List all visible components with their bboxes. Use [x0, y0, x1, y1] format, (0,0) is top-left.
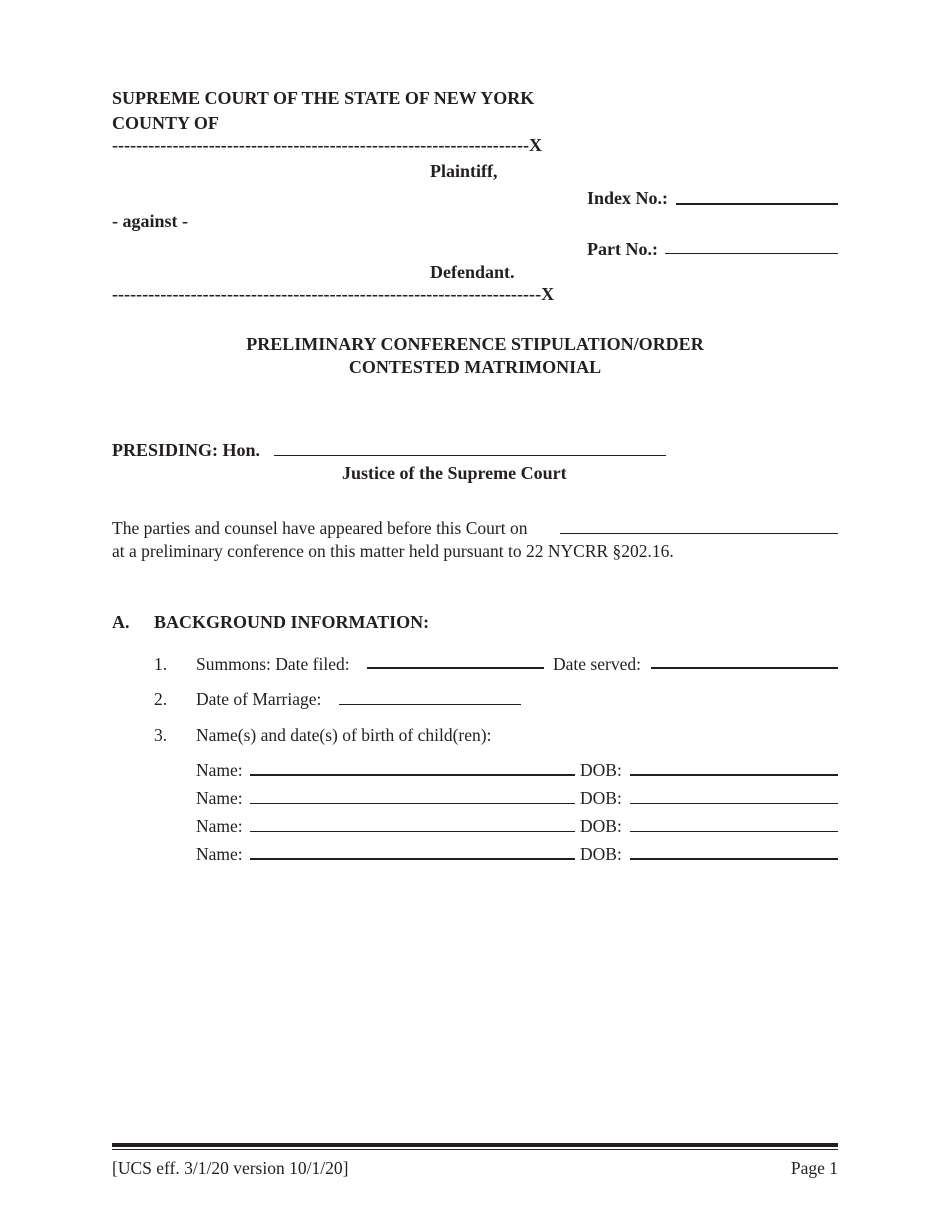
part-no-field[interactable]: [665, 232, 838, 254]
document-subtitle: CONTESTED MATRIMONIAL: [348, 357, 602, 377]
children-label: Name(s) and date(s) of birth of child(ren):: [196, 725, 492, 745]
justice-title: Justice of the Supreme Court: [342, 463, 567, 483]
child-name-label: Name:: [196, 816, 243, 836]
item-number: 2.: [154, 689, 168, 709]
conference-text: at a preliminary conference on this matter held pursuant to 22 NYCRR §202.16.: [112, 541, 674, 561]
footer-rule-thick: [112, 1143, 838, 1147]
presiding-justice-field[interactable]: [274, 434, 666, 456]
appearance-date-field[interactable]: [560, 512, 838, 534]
child-name-field[interactable]: [250, 782, 575, 804]
item-number: 1.: [154, 654, 168, 674]
child-dob-label: DOB:: [580, 760, 622, 780]
child-name-field[interactable]: [250, 838, 575, 860]
child-name-field[interactable]: [250, 754, 575, 776]
section-a-letter: A.: [112, 612, 130, 632]
child-dob-label: DOB:: [580, 816, 622, 836]
footer-rule-thin: [112, 1149, 838, 1150]
caption-divider-top: ---------------------------------------------------------------------X: [112, 135, 543, 155]
county-label: COUNTY OF: [112, 113, 219, 133]
defendant-label: Defendant.: [430, 262, 515, 282]
date-of-marriage-label: Date of Marriage:: [196, 689, 322, 709]
child-name-label: Name:: [196, 844, 243, 864]
appearance-text: The parties and counsel have appeared before this Court on: [112, 518, 528, 538]
child-name-field[interactable]: [250, 810, 575, 832]
court-name: SUPREME COURT OF THE STATE OF NEW YORK: [112, 88, 535, 108]
against-label: - against -: [112, 211, 188, 231]
index-no-field[interactable]: [676, 183, 838, 205]
caption-divider-bottom: -----------------------------------------------------------------------X: [112, 284, 555, 304]
date-of-marriage-field[interactable]: [339, 683, 521, 705]
summons-date-served-label: Date served:: [553, 654, 641, 674]
child-dob-field[interactable]: [630, 754, 838, 776]
document-title: PRELIMINARY CONFERENCE STIPULATION/ORDER: [246, 334, 704, 354]
child-dob-field[interactable]: [630, 838, 838, 860]
part-no-label: Part No.:: [587, 239, 658, 259]
summons-date-filed-field[interactable]: [367, 647, 544, 669]
item-number: 3.: [154, 725, 168, 745]
presiding-label: PRESIDING: Hon.: [112, 440, 261, 460]
child-name-label: Name:: [196, 760, 243, 780]
section-a-heading: BACKGROUND INFORMATION:: [154, 612, 430, 632]
child-dob-field[interactable]: [630, 782, 838, 804]
summons-date-filed-label: Summons: Date filed:: [196, 654, 350, 674]
child-dob-label: DOB:: [580, 844, 622, 864]
child-name-label: Name:: [196, 788, 243, 808]
plaintiff-label: Plaintiff,: [430, 161, 498, 181]
child-dob-field[interactable]: [630, 810, 838, 832]
page-number: Page 1: [790, 1158, 838, 1178]
summons-date-served-field[interactable]: [651, 647, 838, 669]
form-version: [UCS eff. 3/1/20 version 10/1/20]: [112, 1158, 349, 1178]
child-dob-label: DOB:: [580, 788, 622, 808]
index-no-label: Index No.:: [587, 188, 669, 208]
